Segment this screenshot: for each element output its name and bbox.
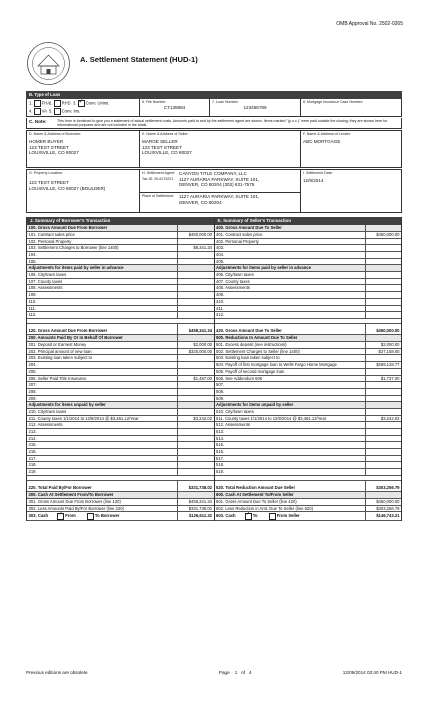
loan-type-checkbox[interactable] [54, 100, 61, 107]
loan-type-checkbox[interactable] [34, 108, 41, 115]
line-item-row: 216. [27, 449, 214, 456]
line-item-row: 217. [27, 456, 214, 463]
cash-to-borrower-checkbox[interactable] [87, 513, 94, 520]
loan-type-checkbox[interactable] [54, 108, 61, 115]
page-footer [26, 670, 402, 675]
total-row: 520. Total Reduction Amount Due Seller $303,256.79 [215, 481, 402, 492]
line-item-row: 408. Assessments [215, 285, 402, 292]
borrower-cash-row: 303. Cash ✓ From To Borrower $126,611.32 [27, 512, 214, 521]
line-item-row: 205. [27, 369, 214, 376]
line-item-row: 110. [27, 299, 214, 306]
page-indicator: Page 1 of 4 [218, 670, 252, 675]
line-item-row: 104. [27, 252, 214, 259]
loan-type-option[interactable]: 3. ✓Conv. Unins. [73, 100, 111, 107]
line-item-row: 111. [27, 306, 214, 313]
page-title: A. Settlement Statement (HUD-1) [80, 55, 198, 64]
line-item-row: 403. [215, 245, 402, 252]
line-item-row: 218. [27, 462, 214, 469]
line-item-row: 504. Payoff of first mortgage loan to Wells Fargo Home Mortgage $289,128.77 [216, 362, 400, 368]
section-header-row: 100. Gross Amount Due From Borrower [27, 225, 214, 232]
line-item-row: 204. [27, 362, 214, 369]
borrower-cash-amount: $126,611.32 [177, 512, 214, 520]
property-location: 123 TEST STREET LOUISVILLE, CO 80027 (BOULDER) [29, 180, 106, 191]
note-row: C. Note: This form is furnished to give you a statement of actual settlement costs. Amounts paid to and by the settlement agent are shown. Items marked "(p.o.c.)" were paid outside the closing; they are shown here for informational purposes and are not included in the totals. [26, 118, 402, 129]
footer-obsolete-note: Previous editions are obsolete [26, 670, 88, 675]
cash-to-seller-checkbox[interactable] [245, 513, 252, 520]
line-item-row: 512. Assessments [215, 422, 402, 429]
line-item-row: 112. [27, 312, 214, 319]
line-item-row: 602. Less Reduction in Amt. Due To Seller (line 520) $303,256.79 [216, 505, 400, 511]
file-number-cell: 6. File Number: CT135884 [140, 99, 210, 116]
line-item-row: 505. Payoff of second mortgage loan [215, 369, 402, 376]
parties-row [26, 130, 402, 168]
loan-number: 123456789 [243, 105, 267, 111]
line-item-row: 516. [215, 449, 402, 456]
line-item-row: 407. County taxes [215, 279, 402, 286]
seller-summary-header: K. Summary of Seller's Transaction [215, 217, 402, 225]
line-item-row: 510. City/town taxes [215, 409, 402, 416]
borrower-rows [27, 225, 214, 512]
line-item-row: 507. [215, 382, 402, 389]
settlement-agent: CANYON TITLE COMPANY, LLC 1127 AURARIA PARKWAY, SUITE 101, DENVER, CO 80204 (303) 831-7575 [179, 171, 260, 187]
section-header-row: 600. Cash At Settlement To/From Seller [215, 492, 402, 499]
seller-cash-row: 603. Cash ✓ To From Seller $146,743.21 [215, 512, 402, 521]
section-header-row: 500. Reductions In Amount Due To Seller [215, 335, 402, 342]
total-row: 420. Gross Amount Due To Seller $450,000.00 [215, 324, 402, 335]
line-item-row: 202. Principal amount of new loan $325,000.00 [28, 348, 212, 354]
seller-cell: E. Name & Address of Seller: MARGE SELLER 123 TEST STREET LOUISVILLE, CO 80027 [140, 131, 301, 167]
section-header-row: 200. Amounts Paid By Or In Behalf Of Borrower [27, 335, 214, 342]
line-item-row: 518. [215, 462, 402, 469]
line-item-row: 213. [27, 429, 214, 436]
type-of-loan-header: B. Type of Loan [26, 91, 402, 99]
line-item-row: 210. City/town taxes [27, 409, 214, 416]
line-item-row: 402. Personal Property [215, 239, 402, 246]
line-item-row: 503. Existing loan taken subject to [215, 355, 402, 362]
borrower-summary-header: J. Summary of Borrower's Transaction [27, 217, 214, 225]
line-item-row: 401. Contract sales price $450,000.00 [216, 231, 400, 237]
line-item-row: 219. [27, 469, 214, 476]
borrower-address: HOMER BUYER 123 TEST STREET LOUISVILLE, CO 80027 [29, 139, 79, 155]
loan-type-checkbox[interactable] [78, 100, 85, 107]
cash-from-seller-checkbox[interactable] [269, 513, 276, 520]
line-item-row: 514. [215, 436, 402, 443]
line-item-row: 405. [215, 259, 402, 266]
section-header-row: 300. Cash At Settlement From/To Borrower [27, 492, 214, 499]
line-item-row: 109. [27, 292, 214, 299]
place-block: Place of Settlement: 1127 AURARIA PARKWAY, SUITE 101, DENVER, CO 80204 [142, 194, 260, 205]
line-item-row: 409. [215, 292, 402, 299]
loan-type-option[interactable]: 2. RHS [49, 100, 71, 106]
borrower-cell: D. Name & Address of Borrower: HOMER BUYER 123 TEST STREET LOUISVILLE, CO 80027 [27, 131, 140, 167]
total-row: 120. Gross Amount Due From Borrower $458,341.34 [27, 324, 214, 335]
agent-place-cell [140, 170, 301, 212]
line-item-row: 601. Gross Amount Due To Seller (line 420) $450,000.00 [216, 499, 400, 504]
line-item-row: 412. [215, 312, 402, 319]
location-row [26, 169, 402, 213]
line-item-row: 211. County taxes 1/1/2014 to 12/9/2014 @ $3,461.12/Year $3,242.02 [28, 415, 212, 421]
loan-type-checkbox[interactable] [34, 100, 41, 107]
line-item-row: 501. Excess deposit (see instructions) $2,000.00 [216, 342, 400, 348]
line-item-row: 206. Seller Paid Title Insurance $1,487.00 [28, 375, 212, 381]
line-item-row: 508. [215, 389, 402, 396]
line-item-row: 509. [215, 396, 402, 403]
seller-rows [215, 225, 402, 512]
lender-address: ABC MORTGAGE [303, 139, 341, 145]
omb-approval: OMB Approval No. 2502-0265 [336, 21, 403, 27]
line-item-row: 208. [27, 389, 214, 396]
line-item-row: 212. Assessments [27, 422, 214, 429]
line-item-row: 301. Gross Amount Due From Borrower (line 120) $458,341.34 [28, 499, 212, 504]
line-item-row: 519. [215, 469, 402, 476]
settlement-date: 12/9/2014 [303, 178, 324, 184]
agent-block: H. Settlement Agent: Tax ID: 20-6175221 CANYON TITLE COMPANY, LLC 1127 AURARIA PARKWAY, SUITE 101, DENVER, CO 80204 (303) 831-7575 [140, 170, 300, 193]
section-header-row: Adjustments for items paid by seller in advance [27, 265, 214, 272]
line-item-row: 410. [215, 299, 402, 306]
section-header-row: Adjustments for items unpaid by seller [27, 402, 214, 409]
line-item-row: 404. [215, 252, 402, 259]
seller-address: MARGE SELLER 123 TEST STREET LOUISVILLE, CO 80027 [142, 139, 192, 155]
loan-type-group [27, 99, 139, 116]
line-item-row: 106. City/town taxes [27, 272, 214, 279]
file-number: CT135884 [163, 105, 186, 111]
line-item-row: 102. Personal Property [27, 239, 214, 246]
mortgage-insurance-cell: 8. Mortgage Insurance Case Number: [303, 100, 364, 104]
hud-form [26, 91, 402, 521]
line-item-row: 406. City/town taxes [215, 272, 402, 279]
line-item-row: 207. [27, 382, 214, 389]
footer-timestamp: 12/09/2014 03:40 PM HUD-1 [342, 670, 402, 675]
loan-type-option[interactable]: 4. VA [29, 108, 47, 114]
line-item-row: 411. [215, 306, 402, 313]
property-cell: G. Property Location: 123 TEST STREET LOUISVILLE, CO 80027 (BOULDER) [27, 170, 140, 212]
line-item-row: 302. Less Amounts Paid By/For Borrower (line 220) $331,738.02 [28, 505, 212, 511]
loan-info-row [26, 99, 402, 117]
line-item-row: 209. [27, 396, 214, 403]
line-item-row: 108. Assessments [27, 285, 214, 292]
line-item-row: 103. Settlement Charges to Borrower (line 1400) $8,341.34 [28, 245, 212, 251]
section-header-row: Adjustments for items paid by seller in advance [215, 265, 402, 272]
section-header-row: Adjustments for items unpaid by seller [215, 402, 402, 409]
line-item-row: 502. Settlement Charges to Seller (line 1400) $27,158.00 [216, 348, 400, 354]
total-row: 220. Total Paid By/For Borrower $331,738.02 [27, 481, 214, 492]
borrower-summary [26, 217, 214, 521]
loan-type-option[interactable]: 1. FHA [29, 100, 51, 106]
line-item-row: 203. Existing loan taken subject to [27, 355, 214, 362]
line-item-row: 513. [215, 429, 402, 436]
line-item-row: 105. [27, 259, 214, 266]
line-item-row: 215. [27, 442, 214, 449]
place-of-settlement: 1127 AURARIA PARKWAY, SUITE 101, DENVER, CO 80204 [179, 194, 260, 205]
hud-seal-icon [26, 41, 71, 86]
summary-section [26, 217, 402, 521]
settlement-date-cell: I. Settlement Date: 12/9/2014 [301, 170, 401, 212]
line-item-row: 107. County taxes [27, 279, 214, 286]
line-item-row: 101. Contract sales price $450,000.00 [28, 231, 212, 237]
line-item-row: 201. Deposit or Earnest Money $2,000.00 [28, 342, 212, 348]
line-item-row: 506. See Addendum 506 $1,737.00 [216, 375, 400, 381]
seller-summary [214, 217, 403, 521]
line-item-row: 517. [215, 456, 402, 463]
seller-cash-amount: $146,743.21 [365, 512, 402, 520]
loan-type-option[interactable]: 5. Conv. Ins. [49, 108, 81, 114]
line-item-row: 214. [27, 436, 214, 443]
cash-from-borrower-checkbox[interactable] [57, 513, 64, 520]
loan-number-cell: 7. Loan Number: 123456789 [210, 99, 301, 116]
section-header-row: 400. Gross Amount Due To Seller [215, 225, 402, 232]
line-item-row: 515. [215, 442, 402, 449]
lender-cell: F. Name & Address of Lender: ABC MORTGAGE [301, 131, 401, 167]
loan-type-cell [27, 99, 140, 116]
line-item-row: 511. County taxes 1/1/2014 to 12/9/2014 @ $3,461.12/Year $3,242.02 [216, 415, 400, 421]
